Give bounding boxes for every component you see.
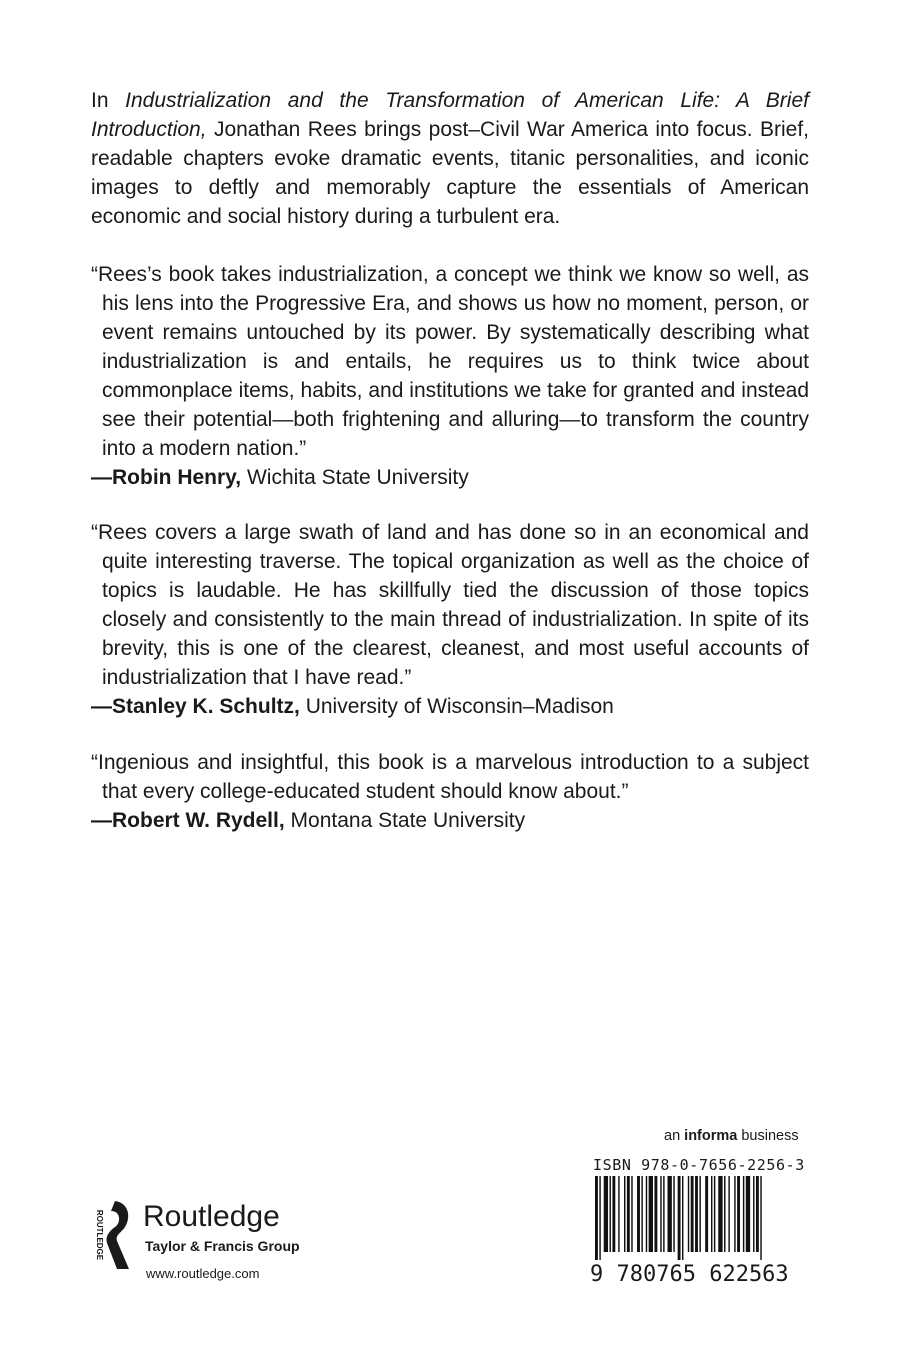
publisher-group: Taylor & Francis Group (145, 1238, 300, 1254)
barcode-bar (663, 1176, 664, 1252)
barcode-bar (678, 1176, 681, 1260)
barcode-bar (612, 1176, 615, 1252)
barcode-bar (654, 1176, 657, 1252)
barcode-bar (718, 1176, 722, 1252)
barcode-bar (631, 1176, 632, 1252)
barcode-bar (641, 1176, 642, 1252)
informa-tagline (664, 1128, 799, 1144)
blurb-attribution (91, 806, 809, 835)
barcode-bar (711, 1176, 712, 1252)
barcode-bar (734, 1176, 735, 1252)
barcode-bar (682, 1176, 683, 1260)
intro-paragraph (91, 86, 809, 231)
barcode-bar (610, 1176, 611, 1252)
intro-prefix: In (91, 89, 126, 112)
barcode-bar (724, 1176, 725, 1252)
logo-text: ROUTLEDGE (95, 1209, 104, 1261)
barcode-bar (624, 1176, 625, 1252)
barcode-bar (699, 1176, 700, 1252)
publisher-name: Routledge (143, 1200, 280, 1233)
barcode-bar (604, 1176, 608, 1252)
routledge-logo-icon (85, 1197, 137, 1273)
reviewer-affiliation: Wichita State University (241, 466, 469, 489)
book-title: Industrialization and the Transformation of American Life: A Brief Introduction, (91, 89, 809, 141)
reviewer-name: —Stanley K. Schultz, (91, 695, 300, 718)
blurb-attribution (91, 692, 809, 721)
barcode-bar (649, 1176, 653, 1252)
blurb-text: “Ingenious and insightful, this book is a marvelous introduction to a subject that every college-educated student should know about.” (91, 751, 809, 803)
barcode-bar (618, 1176, 619, 1252)
informa-brand: informa (684, 1128, 738, 1144)
barcode-bar (756, 1176, 759, 1252)
publisher-url: www.routledge.com (146, 1266, 260, 1281)
blurb-text: “Rees covers a large swath of land and has done so in an economical and quite interesting traverse. The topical organization as well as the choice of topics is laudable. He has skillfully tied the discussion of those topics closely and consistently to the main thread of industrialization. In spite of its brevity, this is one of the clearest, cleanest, and most useful accounts of industrialization that I have read.” (91, 521, 809, 689)
barcode-bar (753, 1176, 754, 1252)
barcode-bar (627, 1176, 630, 1252)
barcode-bar (695, 1176, 698, 1252)
barcode-bar (637, 1176, 640, 1252)
barcode-bar (728, 1176, 729, 1252)
barcode-bar (688, 1176, 689, 1252)
barcode-bar (660, 1176, 661, 1252)
isbn-label: ISBN 978-0-7656-2256-3 (593, 1156, 805, 1174)
barcode-bar (714, 1176, 715, 1252)
reviewer-affiliation: Montana State University (284, 809, 526, 832)
blurb-3 (91, 748, 809, 835)
barcode-bar (646, 1176, 647, 1252)
barcode-digits: 9 780765 622563 (590, 1262, 789, 1287)
barcode (595, 1176, 817, 1260)
reviewer-name: —Robin Henry, (91, 466, 242, 489)
informa-pre: an (664, 1128, 685, 1144)
reviewer-affiliation: University of Wisconsin–Madison (299, 695, 614, 718)
barcode-bar (760, 1176, 761, 1260)
reviewer-name: —Robert W. Rydell, (91, 809, 285, 832)
blurb-text: “Rees’s book takes industrialization, a concept we think we know so well, as his lens into the Progressive Era, and shows us how no moment, person, or event remains untouched by its power. By systematically describing what industrialization is and entails, he requires us to think twice about commonplace items, habits, and institutions we take for granted and instead see their potential—both frightening and alluring—to transform the country into a modern nation.” (91, 263, 809, 460)
blurb-1 (91, 260, 809, 492)
barcode-bar (746, 1176, 750, 1252)
barcode-bar (705, 1176, 708, 1252)
informa-post: business (737, 1128, 799, 1144)
barcode-bar (673, 1176, 674, 1252)
barcode-bar (668, 1176, 672, 1252)
blurb-2 (91, 518, 809, 721)
barcode-bar (595, 1176, 598, 1260)
barcode-bar (743, 1176, 744, 1252)
barcode-bar (599, 1176, 600, 1260)
intro-text: Jonathan Rees brings post–Civil War America into focus. Brief, readable chapters evoke dramatic events, titanic personalities, and iconic images to deftly and memorably capture the essentials of American economic and social history during a turbulent era. (91, 118, 809, 228)
blurb-attribution (91, 463, 809, 492)
barcode-bar (691, 1176, 694, 1252)
barcode-bar (737, 1176, 740, 1252)
